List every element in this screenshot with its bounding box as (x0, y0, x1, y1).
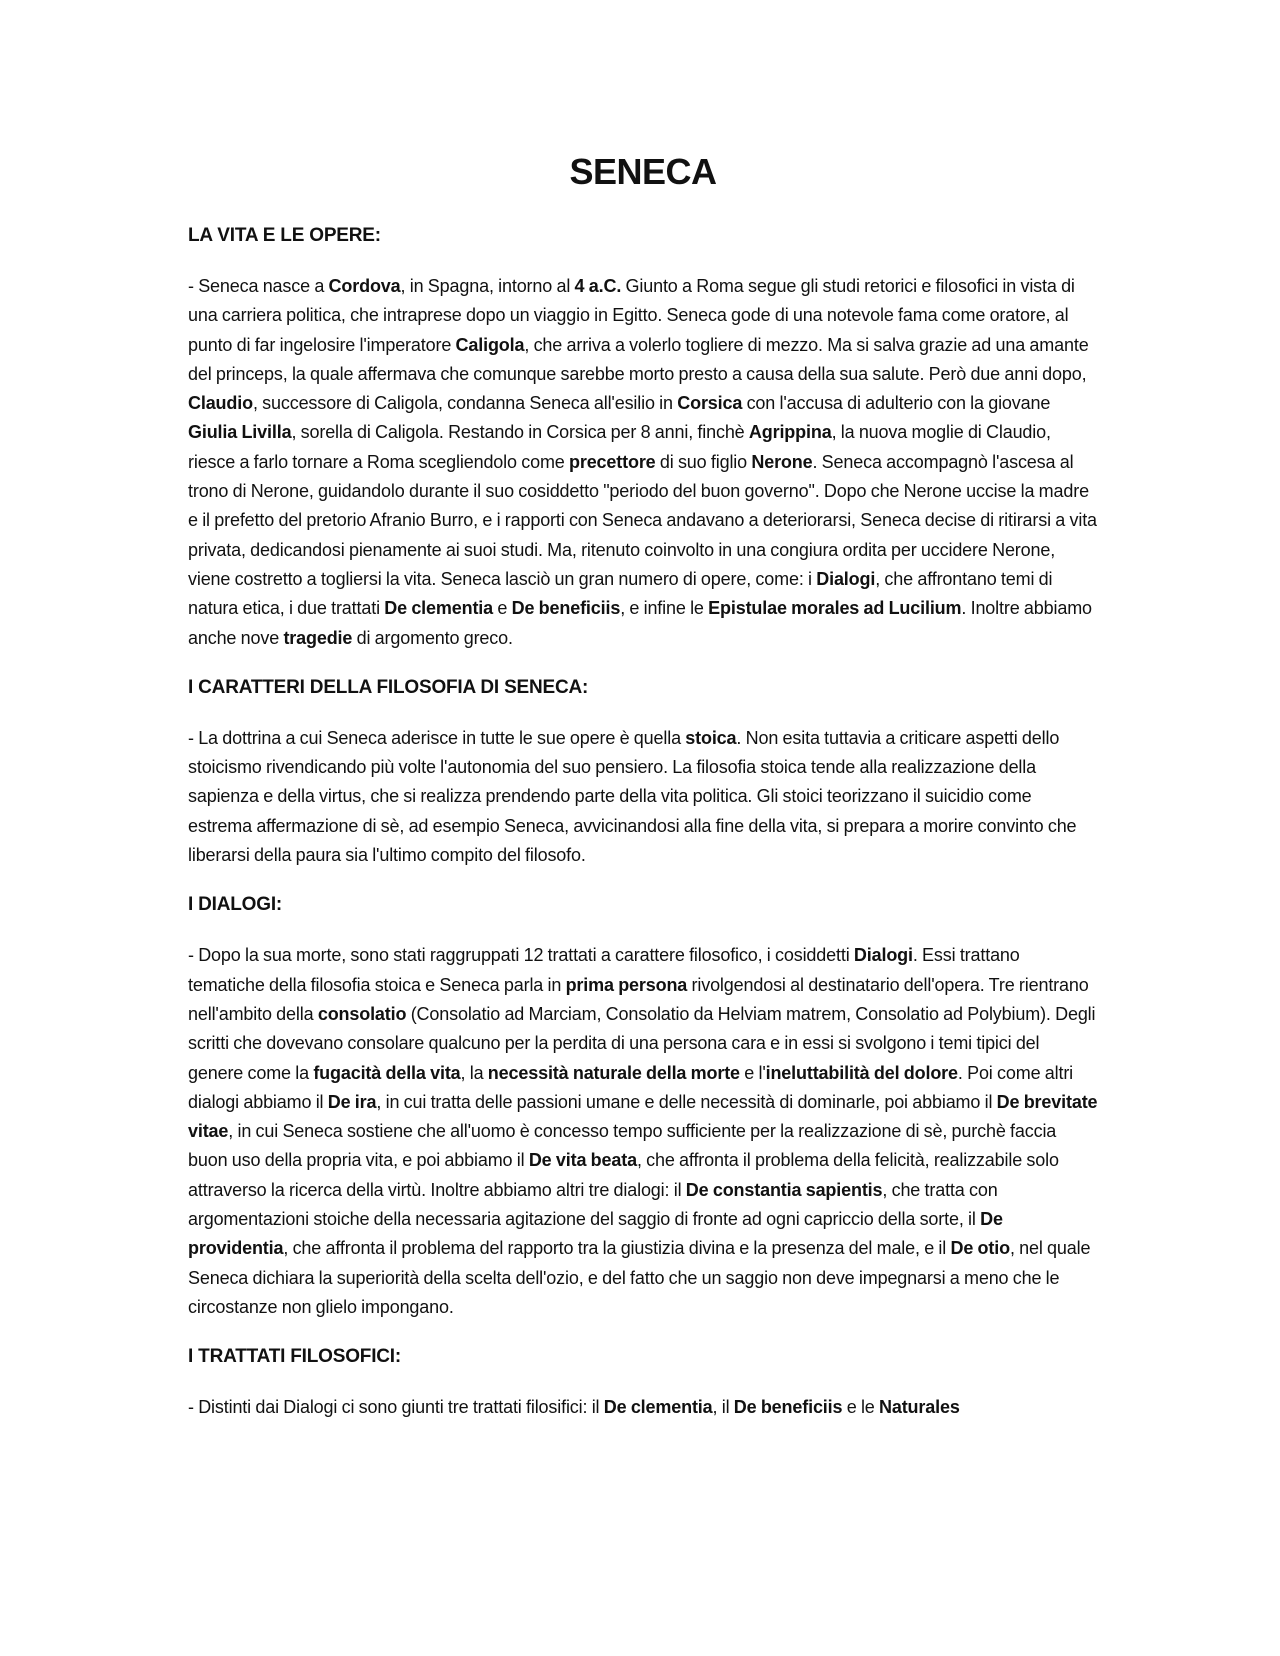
text-run: - Dopo la sua morte, sono stati raggruppati 12 trattati a carattere filosofico, i cosiddetti (188, 945, 854, 966)
text-run: , sorella di Caligola. Restando in Corsica per 8 anni, finchè (291, 422, 749, 443)
text-run: , in cui Seneca sostiene che all'uomo è concesso tempo sufficiente per la realizzazione di sè, purchè faccia buon uso della propria vita, e poi abbiamo il (188, 1121, 1057, 1171)
bold-text-run: Nerone (751, 451, 813, 472)
bold-text-run: consolatio (317, 1003, 407, 1024)
section-heading: I CARATTERI DELLA FILOSOFIA DI SENECA: (188, 676, 589, 698)
text-run: , successore di Caligola, condanna Seneca all'esilio in (252, 393, 678, 414)
text-run: (Consolatio ad Marciam, Consolatio da Helviam matrem, Consolatio ad Polybium). Degli scritti che dovevano consolare qualcuno per la perdita di una persona cara e in essi si svolgono i temi tipici del genere come la (188, 1003, 1096, 1083)
bold-text-run: Dialogi (853, 945, 913, 966)
text-run: . Inoltre abbiamo anche nove (188, 598, 1092, 648)
section-dialogi (188, 890, 1098, 1322)
bold-text-run: De providentia (188, 1209, 1003, 1259)
text-run: . Essi trattano tematiche della filosofia stoica e Seneca parla in (188, 945, 1020, 995)
text-run: e (493, 598, 512, 619)
text-run: , nel quale Seneca dichiara la superiorità della scelta dell'ozio, e del fatto che un saggio non deve impegnarsi a meno che le circostanze non glielo impongano. (188, 1238, 1091, 1317)
text-run: rivolgendosi al destinatario dell'opera. Tre rientrano nell'ambito della (188, 974, 1089, 1024)
bold-text-run: Giulia Livilla (188, 422, 292, 443)
text-run: , il (712, 1397, 734, 1418)
text-run: - Distinti dai Dialogi ci sono giunti tre trattati filosifici: il (188, 1397, 604, 1418)
bold-text-run: Naturales (879, 1397, 960, 1418)
bold-text-run: Claudio (188, 393, 253, 414)
bold-text-run: Cordova (328, 276, 401, 296)
section-trattati-filosofici (188, 1342, 1098, 1422)
bold-text-run: De otio (950, 1238, 1010, 1259)
bold-text-run: Dialogi (816, 568, 876, 589)
bold-text-run: Epistulae morales ad Lucilium (708, 598, 962, 619)
bold-text-run: necessità naturale della morte (487, 1062, 740, 1083)
bold-text-run: ineluttabilità del dolore (765, 1062, 958, 1083)
document-title: SENECA (569, 151, 717, 192)
bold-text-run: De ira (327, 1091, 377, 1112)
text-run: , che affrontano temi di natura etica, i due trattati (188, 568, 1053, 619)
section-paragraph (188, 1393, 1098, 1422)
text-run: , in Spagna, intorno al (400, 276, 575, 296)
document-page (188, 148, 1098, 1648)
text-run: . Poi come altri dialogi abbiamo il (188, 1062, 1074, 1112)
bold-text-run: De beneficiis (511, 598, 621, 619)
section-paragraph (188, 941, 1098, 1322)
bold-text-run: fugacità della vita (313, 1062, 461, 1083)
bold-text-run: De vita beata (528, 1150, 637, 1171)
bold-text-run: Corsica (677, 393, 743, 414)
text-run: Giunto a Roma segue gli studi retorici e filosofici in vista di una carriera politica, che intraprese dopo un viaggio in Egitto. Seneca gode di una notevole fama come oratore, al punto di far ingelosire l'imperatore (188, 276, 1075, 355)
text-run: , che tratta con argomentazioni stoiche della necessaria agitazione del saggio di fronte ad ogni capriccio della sorte, il (188, 1179, 998, 1230)
text-run: - La dottrina a cui Seneca aderisce in tutte le sue opere è quella (188, 727, 686, 748)
text-run: , la nuova moglie di Claudio, riesce a farlo tornare a Roma scegliendolo come (188, 422, 1051, 472)
section-vita-opere (188, 221, 1098, 653)
bold-text-run: De clementia (603, 1397, 713, 1418)
text-run: di argomento greco. (352, 627, 513, 648)
bold-text-run: Agrippina (748, 422, 832, 443)
section-paragraph (188, 724, 1098, 870)
text-run: , che affronta il problema del rapporto tra la giustizia divina e la presenza del male, e il (283, 1238, 951, 1259)
bold-text-run: 4 a.C. (574, 276, 622, 296)
section-caratteri-filosofia (188, 673, 1098, 870)
bold-text-run: stoica (685, 727, 737, 748)
bold-text-run: De constantia sapientis (685, 1179, 883, 1200)
bold-text-run: prima persona (565, 974, 688, 995)
text-run: , la (460, 1062, 488, 1083)
bold-text-run: Caligola (455, 334, 525, 355)
text-run: , che arriva a volerlo togliere di mezzo. Ma si salva grazie ad una amante del princeps, la quale affermava che comunque sarebbe morto presto a causa della sua salute. Però due anni dopo, (188, 334, 1089, 384)
text-run: - Seneca nasce a (188, 276, 329, 296)
text-run: di suo figlio (655, 451, 752, 472)
bold-text-run: De beneficiis (733, 1397, 843, 1418)
section-paragraph (188, 272, 1098, 653)
text-run: , in cui tratta delle passioni umane e delle necessità di dominarle, poi abbiamo il (376, 1091, 997, 1112)
bold-text-run: precettore (569, 451, 656, 472)
bold-text-run: De brevitate vitae (188, 1091, 1098, 1142)
text-run: , e infine le (620, 598, 709, 619)
text-run: . Non esita tuttavia a criticare aspetti dello stoicismo rivendicando più volte l'autonomia del suo pensiero. La filosofia stoica tende alla realizzazione della sapienza e della virtus, che si realizza prendendo parte della vita politica. Gli stoici teorizzano il suicidio come estrema affermazione di sè, ad esempio Seneca, avvicinandosi alla fine della vita, si prepara a morire convinto che liberarsi della paura sia l'ultimo compito del filosofo. (188, 727, 1077, 866)
section-heading: I TRATTATI FILOSOFICI: (188, 1346, 402, 1368)
section-heading: I DIALOGI: (188, 894, 283, 916)
text-run: e l' (739, 1062, 766, 1083)
text-run: con l'accusa di adulterio con la giovane (742, 393, 1051, 414)
text-run: . Seneca accompagnò l'ascesa al trono di Nerone, guidandolo durante il suo cosiddetto "periodo del buon governo". Dopo che Nerone uccise la madre e il prefetto del pretorio Afranio Burro, e i rapporti con Seneca andavano a deteriorarsi, Seneca decise di ritirarsi a vita privata, dedicandosi pienamente ai suoi studi. Ma, ritenuto coinvolto in una congiura ordita per uccidere Nerone, viene costretto a togliersi la vita. Seneca lasciò un gran numero di opere, come: i (188, 451, 1097, 589)
bold-text-run: tragedie (283, 627, 353, 648)
section-heading: LA VITA E LE OPERE: (188, 225, 381, 246)
text-run: e le (842, 1397, 879, 1418)
text-run: , che affronta il problema della felicità, realizzabile solo attraverso la ricerca della virtù. Inoltre abbiamo altri tre dialogi: il (188, 1150, 1059, 1200)
bold-text-run: De clementia (384, 598, 494, 619)
